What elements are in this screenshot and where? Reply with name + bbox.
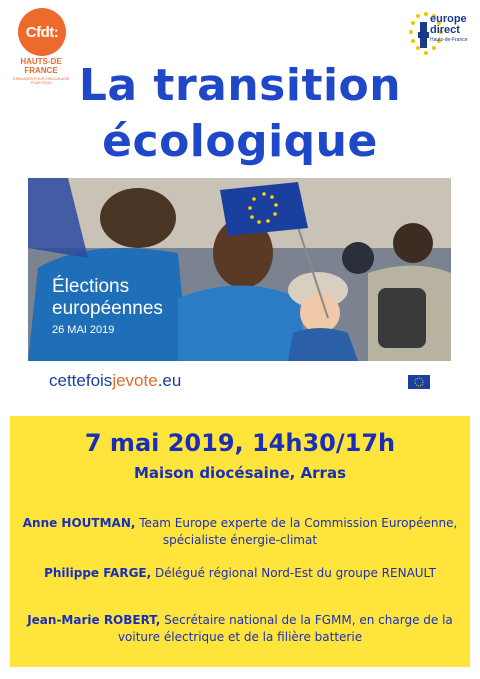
speaker-2-name: Philippe FARGE, <box>44 566 152 580</box>
event-info-panel <box>10 416 470 667</box>
speaker-3-role: Secrétaire national de la FGMM, en charge de la voiture électrique et de la filière batterie <box>117 613 453 644</box>
speaker-3-name: Jean-Marie ROBERT, <box>27 613 161 627</box>
campaign-website[interactable] <box>49 371 181 391</box>
campaign-photo <box>28 178 451 361</box>
speaker-2-role: Délégué régional Nord-Est du groupe RENAULT <box>155 566 436 580</box>
site-part-2: jevote <box>112 371 158 390</box>
europe-direct-line3: Hauts-de-France <box>430 37 468 43</box>
photo-date: 26 MAI 2019 <box>52 324 115 336</box>
speaker-3 <box>20 612 460 646</box>
europe-direct-line2: direct <box>430 24 460 36</box>
site-part-1: cettefois <box>49 371 113 390</box>
eu-flag-icon <box>408 375 430 389</box>
event-date-time: 7 mai 2019, 14h30/17h <box>84 429 396 457</box>
cfdt-region: HAUTS-DE FRANCE <box>20 57 62 75</box>
speaker-1-name: Anne HOUTMAN, <box>22 516 136 530</box>
title-line-2: écologique <box>102 116 378 167</box>
event-venue: Maison diocésaine, Arras <box>134 464 346 482</box>
speaker-2 <box>20 565 460 582</box>
cfdt-logo: Cfdt: <box>18 8 66 56</box>
cfdt-tagline: S'ENGAGER POUR CHACUN AGIR POUR TOUS <box>12 77 70 85</box>
photo-title-line-2: européennes <box>52 298 163 319</box>
europe-direct-line1: europe <box>430 13 467 25</box>
title-line-1: La transition <box>78 60 402 111</box>
speaker-1-role: Team Europe experte de la Commission Européenne, spécialiste énergie-climat <box>139 516 458 547</box>
speaker-1 <box>20 515 460 549</box>
site-part-3: .eu <box>157 371 182 390</box>
photo-title-line-1: Élections <box>52 276 130 297</box>
